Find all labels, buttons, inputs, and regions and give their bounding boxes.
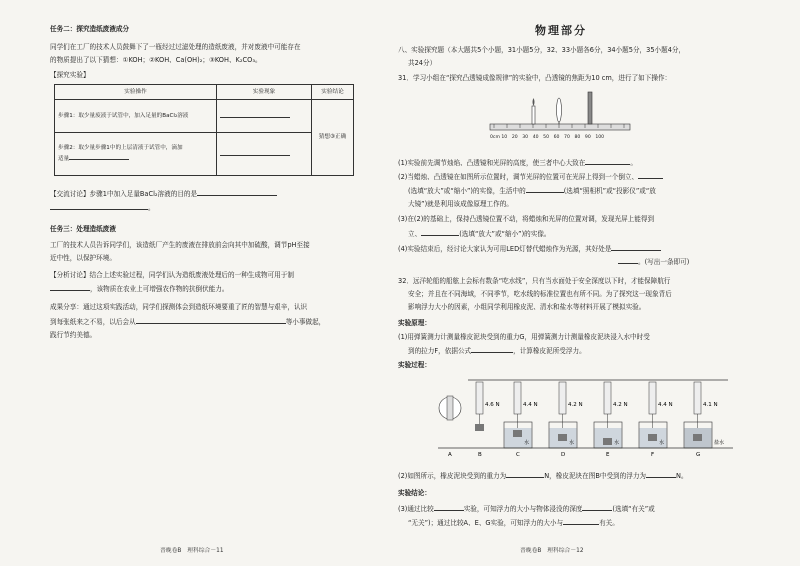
q32-stem-1: 32．远洋轮船的船舷上会标有数条“吃水线”，只有当水面处于安全深度以下时，才能保障航行 — [398, 277, 671, 285]
analysis-text: ，该物质在农业上可增强农作物的抗倒伏能力。 — [90, 285, 229, 293]
row1-operation: 步骤1：取少量废液于试管中，加入足量的BaCl₂溶液 — [55, 100, 217, 133]
q31-4-blank[interactable] — [611, 243, 661, 251]
method-text-a: 到的拉力F，依据公式 — [408, 347, 472, 355]
row2-operation-text-2: 适量 — [58, 156, 70, 163]
liquid-b: 水 — [524, 440, 530, 446]
q32-3e-text: 有关。 — [599, 519, 619, 527]
q31-1-blank[interactable] — [585, 157, 630, 165]
task2-title: 任务二：探究造纸废液成分 — [50, 25, 130, 33]
discuss-line-2[interactable]: 。 — [50, 202, 155, 213]
analysis-line-1: 【分析讨论】结合上述实验过程，同学们认为造纸废液处理后的一种生成物可用于制 — [50, 271, 294, 279]
setup-b — [504, 382, 532, 448]
weight-blank[interactable] — [506, 470, 544, 478]
q32-3d-text: “无关”)；通过比较A、E、G实验，可知浮力的大小与 — [408, 519, 564, 527]
bench-rail — [490, 124, 630, 130]
q31-2d: 大镜”)就是利用该成像原理工作的。 — [408, 200, 513, 208]
setup-e — [639, 382, 667, 448]
right-footer: 晋晚卷B 理科综合－12 — [520, 548, 584, 554]
reading-d: 4.2 N — [613, 402, 628, 408]
reading-b: 4.4 N — [523, 402, 538, 408]
letter-a: A — [448, 452, 452, 458]
q31-2a-text: (2)当蜡烛、凸透镜在如图所示位置时，调节光屏的位置可在光屏上得到一个倒立、 — [398, 173, 639, 181]
letter-d: D — [561, 452, 566, 458]
task3-line-2: 近中性，以保护环境。 — [50, 254, 116, 262]
q32-2a-text: (2)如图所示，橡皮泥块受到的重力为 — [398, 472, 507, 480]
candle — [532, 106, 535, 124]
q32-stem-2: 安全；并且在不同海域，不同季节，吃水线的标准位置也有所不同。为了探究这一现象背后 — [408, 290, 672, 298]
q31-4a — [398, 243, 661, 254]
setup-a — [475, 382, 484, 431]
liquid-f: 盐水 — [714, 440, 725, 446]
row2-operation — [55, 132, 217, 175]
q32-3c-text: (选填“有关”或 — [612, 505, 655, 513]
share-text-b: 等小事做起， — [285, 318, 326, 326]
row2-phenomenon[interactable] — [217, 132, 312, 175]
row1-phenomenon[interactable] — [217, 100, 312, 133]
method-text-b: ，计算橡皮泥所受浮力。 — [513, 347, 586, 355]
share-line-2 — [50, 316, 325, 327]
q31-4a-text: (4)实验结束后，经讨论大家认为可用LED灯替代蜡烛作为光源，其好处是 — [398, 245, 612, 253]
q31-2c-text: (选填“照相机”或“投影仪”或“放 — [563, 187, 656, 195]
q32-3-line-1 — [398, 503, 655, 514]
share-blank[interactable] — [136, 316, 286, 324]
q31-4b — [618, 256, 689, 267]
right-page — [398, 0, 748, 566]
q32-2b-text: N，橡皮泥块在图B中受到的浮力为 — [544, 472, 647, 480]
header-operation: 实验操作 — [55, 85, 217, 100]
exp-label: 【探究实验】 — [50, 71, 90, 79]
process-label: 实验过程： — [398, 361, 431, 369]
section8-line-2: 共24分） — [408, 59, 437, 67]
discuss-label: 【交流讨论】步骤1中加入足量BaCl₂溶液的目的是 — [50, 190, 198, 198]
q31-3b-text: 立、 — [408, 230, 422, 238]
setup-f — [684, 382, 712, 448]
buoyancy-blank[interactable] — [646, 470, 676, 478]
q32-stem-3: 影响浮力大小的因素，小组同学利用橡皮泥、清水和盐水等材料开展了模拟实验。 — [408, 303, 646, 311]
experiment-table — [54, 84, 354, 176]
intro-line-2: 的物质提出了以下猜想：①KOH；②KOH、Ca(OH)₂；③KOH、K₂CO₃。 — [50, 56, 262, 64]
task3-line-1: 工厂的技术人员告诉同学们，该造纸厂产生的废液在排放前会向其中加硫酸，调节pH至接 — [50, 241, 310, 249]
letter-g: G — [696, 452, 701, 458]
method-line-2 — [408, 345, 586, 356]
reading-a: 4.6 N — [485, 402, 500, 408]
factor-blank[interactable] — [563, 517, 599, 525]
candle-flame — [533, 98, 535, 106]
light-screen — [588, 92, 592, 124]
discuss-blank[interactable] — [197, 188, 277, 196]
buoyancy-figure — [438, 378, 738, 458]
table-conclusion: 猜想③正确 — [312, 100, 354, 176]
header-conclusion: 实验结论 — [312, 85, 354, 100]
share-text-a: 到每张纸来之不易，以后会从 — [50, 318, 136, 326]
q31-2a — [398, 171, 663, 182]
letter-b: B — [478, 452, 482, 458]
liquid-d: 水 — [614, 440, 620, 446]
convex-lens — [557, 98, 562, 122]
reading-c: 4.2 N — [568, 402, 583, 408]
left-footer: 晋晚卷B 理科综合－11 — [160, 548, 224, 554]
letter-f: F — [651, 452, 655, 458]
header-phenomenon: 实验现象 — [217, 85, 312, 100]
q31-1-text: (1)实验前先调节烛焰、凸透镜和光屏的高度，使三者中心大致在 — [398, 159, 586, 167]
q32-2c-text: N。 — [676, 472, 688, 480]
liquid-e: 水 — [659, 440, 665, 446]
q31-3b — [408, 228, 551, 239]
analysis-blank[interactable] — [50, 283, 90, 291]
q31-3b-blank[interactable] — [421, 228, 459, 236]
letter-c: C — [516, 452, 520, 458]
analysis-line-2 — [50, 283, 228, 294]
q31-1: (1)实验前先调节烛焰、凸透镜和光屏的高度，使三者中心大致在 。 — [398, 159, 637, 167]
q31-2a-blank[interactable] — [638, 171, 663, 179]
section8-line-1: 八、实验探究题（本大题共5个小题，31小题5分，32、33小题各6分，34小题5分，35小题4分， — [398, 46, 686, 54]
method-line-1: (1)用弹簧测力计测量橡皮泥块受到的重力G，用弹簧测力计测量橡皮泥块浸入水中时受 — [398, 333, 650, 341]
task3-title: 任务三：处理造纸废液 — [50, 225, 116, 233]
method-label: 实验原理： — [398, 319, 431, 327]
q31-stem: 31．学习小组在“探究凸透镜成像规律”的实验中，凸透镜的焦距为10 cm，进行了如下操作： — [398, 74, 672, 82]
reading-e: 4.4 N — [658, 402, 673, 408]
q31-2b-blank[interactable] — [526, 185, 564, 193]
depth-blank[interactable] — [582, 503, 612, 511]
q32-2 — [398, 470, 688, 481]
share-line-1: 成果分享：通过这项实践活动，同学们探测体会到造纸环境要重了匠的智慧与艰辛，认识 — [50, 303, 308, 311]
ruler-scale: 0cm 10 20 30 40 50 60 70 80 90 100 — [490, 135, 605, 140]
share-line-3: 践行节约美德。 — [50, 331, 97, 339]
q32-3b-text: 实验，可知浮力的大小与物体浸没的深度 — [463, 505, 583, 513]
formula-blank[interactable] — [471, 345, 513, 353]
left-page — [50, 0, 380, 566]
setup-c — [549, 382, 577, 448]
physics-title: 物理部分 — [535, 24, 587, 37]
conclusion-label: 实验结论： — [398, 489, 431, 497]
q32-3a-text: (3)通过比较 — [398, 505, 434, 513]
q31-3a: (3)在(2)的基础上，保持凸透镜位置不动，将蜡烛和光屏的位置对调，发现光屏上能得到 — [398, 215, 655, 223]
compare-blank[interactable] — [434, 503, 464, 511]
reading-f: 4.1 N — [703, 402, 718, 408]
intro-line-1: 同学们在工厂的技术人员鼓舞下了一瓶经过过滤处理的造纸废液，并对废液中可能存在 — [50, 43, 301, 51]
q31-4b-text: 。(写出一条即可) — [638, 258, 690, 266]
q31-2b-text: (选填“放大”或“缩小”)的实像，生活中的 — [408, 187, 526, 195]
liquid-c: 水 — [569, 440, 575, 446]
letter-e: E — [606, 452, 610, 458]
q31-2b — [408, 185, 656, 196]
setup-d — [594, 382, 622, 448]
discuss-line — [50, 188, 277, 199]
q32-3-line-2 — [408, 517, 619, 528]
q31-3c-text: (选填“放大”或“缩小”)的实像。 — [459, 230, 551, 238]
row2-operation-text: 步骤2：取少量步骤1中的上层清液于试管中，滴加 — [58, 144, 183, 151]
